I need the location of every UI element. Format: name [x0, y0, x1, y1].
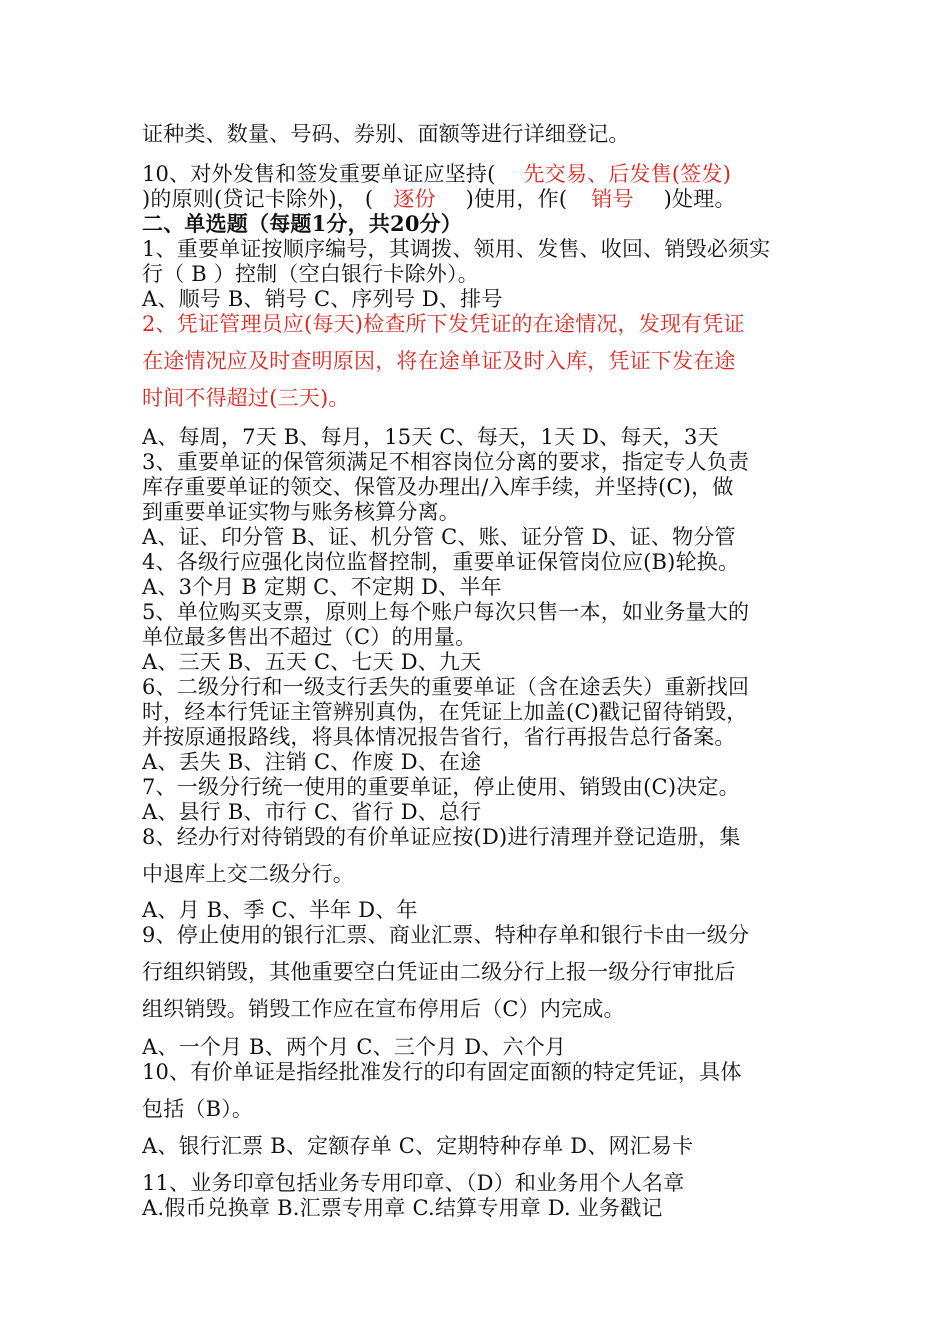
text-span: A、月 B、季 C、半年 D、年 [142, 898, 418, 922]
text-line-9 [142, 348, 822, 374]
answer-red: 逐份 [393, 187, 436, 211]
text-span: 8、经办行对待销毁的有价单证应按(D)进行清理并登记造册，集 [142, 825, 741, 849]
text-span: 二、单选题（每题1分，共20分） [142, 211, 463, 236]
text-span: 10、对外发售和签发重要单证应坚持( [142, 162, 496, 186]
text-span: A.假币兑换章 B.汇票专用章 C.结算专用章 D. 业务戳记 [142, 1196, 663, 1220]
text-line-11 [142, 424, 822, 450]
text-span: 时间不得超过(三天)。 [142, 386, 350, 410]
text-span: 在途情况应及时查明原因，将在途单证及时入库，凭证下发在途 [142, 349, 736, 373]
text-span: 3、重要单证的保管须满足不相容岗位分离的要求，指定专人负责 [142, 450, 750, 474]
text-span: 库存重要单证的领交、保管及办理出/入库手续，并坚持(C)，做 [142, 475, 734, 499]
text-line-29 [142, 897, 822, 923]
text-line-36 [142, 1133, 822, 1159]
text-line-23 [142, 724, 822, 750]
text-line-3 [142, 186, 822, 212]
text-line-15 [142, 524, 822, 550]
text-line-20 [142, 649, 822, 675]
text-line-8 [142, 311, 822, 337]
answer-red: 先交易、后发售(签发) [523, 162, 732, 186]
text-line-13 [142, 474, 822, 500]
text-line-10 [142, 385, 822, 411]
text-line-12 [142, 449, 822, 475]
text-span: 10、有价单证是指经批准发行的印有固定面额的特定凭证，具体 [142, 1060, 742, 1084]
text-span: A、3个月 B 定期 C、不定期 D、半年 [142, 575, 502, 599]
text-span: 单位最多售出不超过（C）的用量。 [142, 625, 477, 649]
text-line-26 [142, 799, 822, 825]
text-line-27 [142, 824, 822, 850]
text-span: 证种类、数量、号码、券别、面额等进行详细登记。 [142, 122, 630, 146]
text-span: 1、重要单证按顺序编号，其调拨、领用、发售、收回、销毁必须实 [142, 237, 771, 261]
text-line-21 [142, 674, 822, 700]
text-span: 行（ B ）控制（空白银行卡除外）。 [142, 262, 479, 286]
text-span: A、一个月 B、两个月 C、三个月 D、六个月 [142, 1035, 567, 1059]
text-line-2 [142, 161, 822, 187]
text-span: A、县行 B、市行 C、省行 D、总行 [142, 800, 482, 824]
text-span: 中退库上交二级分行。 [142, 862, 354, 886]
text-span: A、证、印分管 B、证、机分管 C、账、证分管 D、证、物分管 [142, 525, 736, 549]
text-line-19 [142, 624, 822, 650]
text-span: 行组织销毁，其他重要空白凭证由二级分行上报一级分行审批后 [142, 960, 736, 984]
text-span: 时，经本行凭证主管辨别真伪，在凭证上加盖(C)戳记留待销毁， [142, 700, 748, 724]
text-line-31 [142, 959, 822, 985]
text-span: 11、业务印章包括业务专用印章、（D）和业务用个人名章 [142, 1171, 685, 1195]
text-span: A、三天 B、五天 C、七天 D、九天 [142, 650, 482, 674]
text-span: A、丢失 B、注销 C、作废 D、在途 [142, 750, 482, 774]
text-span: )使用，作( [465, 187, 568, 211]
text-line-35 [142, 1096, 822, 1122]
text-line-32 [142, 996, 822, 1022]
text-line-34 [142, 1059, 822, 1085]
answer-red: 销号 [591, 187, 634, 211]
text-span: )处理。 [663, 187, 736, 211]
text-span: 包括（B）。 [142, 1097, 254, 1121]
text-line-1 [142, 121, 822, 147]
text-span: 组织销毁。销毁工作应在宣布停用后（C）内完成。 [142, 997, 625, 1021]
text-span: 7、一级分行统一使用的重要单证，停止使用、销毁由(C)决定。 [142, 775, 740, 799]
text-span: A、银行汇票 B、定额存单 C、定期特种存单 D、网汇易卡 [142, 1134, 694, 1158]
text-line-7 [142, 286, 822, 312]
text-span: 4、各级行应强化岗位监督控制，重要单证保管岗位应(B)轮换。 [142, 550, 740, 574]
text-line-6 [142, 261, 822, 287]
text-line-37 [142, 1170, 822, 1196]
text-line-16 [142, 549, 822, 575]
text-span: 9、停止使用的银行汇票、商业汇票、特种存单和银行卡由一级分 [142, 923, 750, 947]
text-span: 并按原通报路线，将具体情况报告省行，省行再报告总行备案。 [142, 725, 736, 749]
text-line-33 [142, 1034, 822, 1060]
text-line-28 [142, 861, 822, 887]
text-span: A、每周，7天 B、每月，15天 C、每天，1天 D、每天，3天 [142, 425, 719, 449]
text-line-18 [142, 599, 822, 625]
text-span: 到重要单证实物与账务核算分离。 [142, 500, 460, 524]
text-span: 5、单位购买支票，原则上每个账户每次只售一本，如业务量大的 [142, 600, 750, 624]
text-span: 2、凭证管理员应(每天)检查所下发凭证的在途情况，发现有凭证 [142, 312, 745, 336]
text-line-17 [142, 574, 822, 600]
text-span: A、顺号 B、销号 C、序列号 D、排号 [142, 287, 503, 311]
text-line-25 [142, 774, 822, 800]
text-line-14 [142, 499, 822, 525]
text-line-24 [142, 749, 822, 775]
text-line-38 [142, 1195, 822, 1221]
text-line-5 [142, 236, 822, 262]
text-span: )的原则(贷记卡除外)， ( [142, 187, 374, 211]
text-line-30 [142, 922, 822, 948]
text-line-22 [142, 699, 822, 725]
section-heading [142, 211, 822, 237]
text-span: 6、二级分行和一级支行丢失的重要单证（含在途丢失）重新找回 [142, 675, 750, 699]
